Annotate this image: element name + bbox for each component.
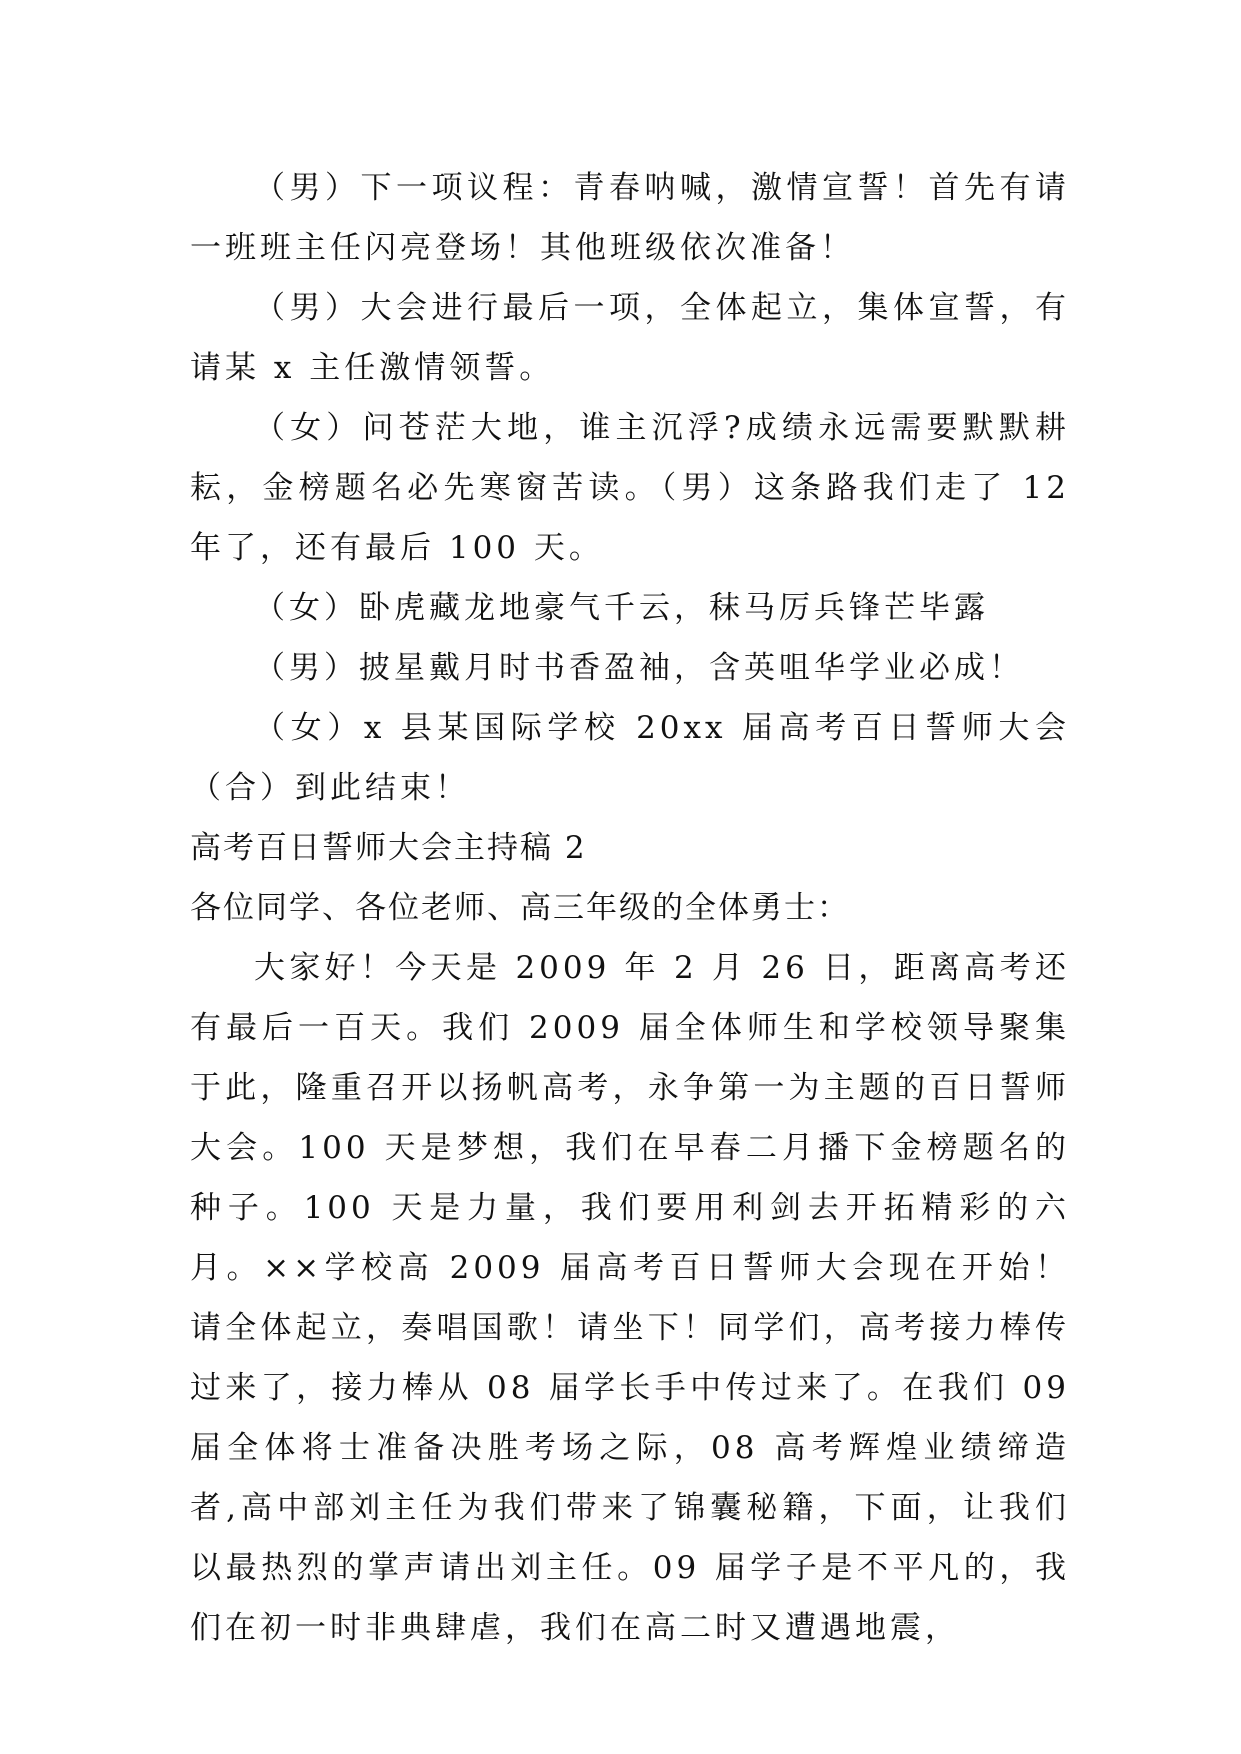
paragraph-host-couplet-2: （男）披星戴月时书香盈袖，含英咀华学业必成！ <box>254 650 1024 686</box>
paragraph-host-verse: （女）问苍茫大地，谁主沉浮?成绩永远需要默默耕耘，金榜题名必先寒窗苦读。（男）这条路我们走了 12 年了，还有最后 100 天。 <box>190 410 1070 566</box>
paragraph-host-closing: （女）x 县某国际学校 20xx 届高考百日誓师大会（合）到此结束！ <box>190 710 1070 806</box>
body-paragraph: 大家好！今天是 2009 年 2 月 26 日，距离高考还有最后一百天。我们 2009 届全体师生和学校领导聚集于此，隆重召开以扬帆高考，永争第一为主题的百日誓师大会。100 天是梦想，我们在早春二月播下金榜题名的种子。100 天是力量，我们要用利剑去开拓精彩的六月。××学校高 2009 届高考百日誓师大会现在开始！请全体起立，奏唱国歌！请坐下！同学们，高考接力棒传过来了，接力棒从 08 届学长手中传过来了。在我们 09 届全体将士准备决胜考场之际，08 高考辉煌业绩缔造者,高中部刘主任为我们带来了锦囊秘籍，下面，让我们以最热烈的掌声请出刘主任。09 届学子是不平凡的，我们在初一时非典肆虐，我们在高二时又遭遇地震， <box>190 950 1070 1646</box>
paragraph-host-next-agenda: （男）下一项议程：青春呐喊，激情宣誓！首先有请一班班主任闪亮登场！其他班级依次准备！ <box>190 170 1070 266</box>
paragraph-host-final-item: （男）大会进行最后一项，全体起立，集体宣誓，有请某 x 主任激情领誓。 <box>190 290 1070 386</box>
paragraph-host-couplet-1: （女）卧虎藏龙地豪气千云，秣马厉兵锋芒毕露 <box>254 590 989 626</box>
section-title: 高考百日誓师大会主持稿 2 <box>190 830 587 866</box>
salutation: 各位同学、各位老师、高三年级的全体勇士： <box>190 890 850 926</box>
document-body <box>190 158 1070 1658</box>
